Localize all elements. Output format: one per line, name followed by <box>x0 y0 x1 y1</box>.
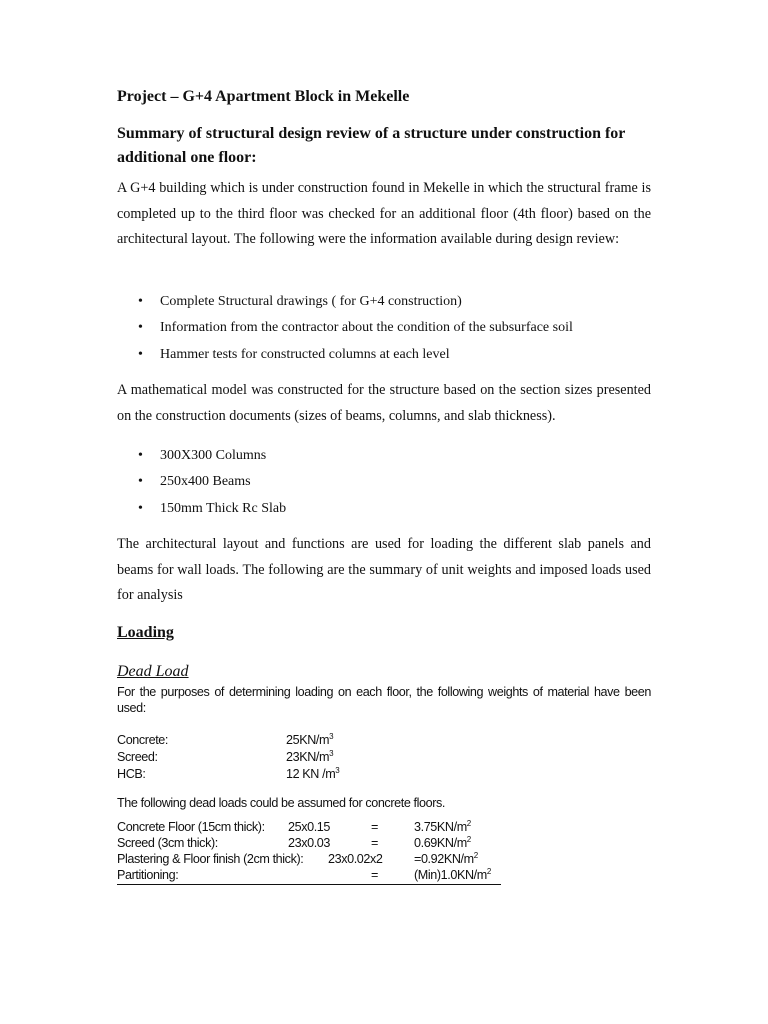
floor-load-row-partitioning: Partitioning: = $(Min)1.0KN/m^2$ <box>117 867 501 885</box>
summary-heading: Summary of structural design review of a structure under construction for additional one floor: <box>117 125 626 166</box>
layout-paragraph: The architectural layout and functions are used for loading the different slab panels and beams for wall loads. The following are the summary of unit weights and imposed loads used for analysis <box>117 536 651 604</box>
bullet-icon: • <box>138 448 143 463</box>
bullet-icon: • <box>138 474 143 490</box>
bullet-item: • Complete Structural drawings ( for G+4 construction) <box>138 292 573 318</box>
section-bullet-list <box>138 446 286 525</box>
floor-load-intro: The following dead loads could be assumed for concrete floors. <box>117 796 446 810</box>
dead-load-heading: Dead Load <box>117 663 189 680</box>
bullet-item: • 300X300 Columns <box>138 446 286 472</box>
material-row-hcb: HCB: 12 KN $/m^3$ <box>117 766 340 781</box>
bullet-item: • 250x400 Beams <box>138 472 286 498</box>
floor-load-row-concrete: Concrete Floor (15cm thick): 25x0.15 = $3.75KN/m^2$ <box>117 819 471 834</box>
bullet-item: • Information from the contractor about the condition of the subsurface soil <box>138 318 573 344</box>
floor-load-row-screed: Screed (3cm thick): 23x0.03 = $0.69KN/m^2$ <box>117 835 471 850</box>
bullet-icon: • <box>138 500 143 516</box>
project-title: Project – G+4 Apartment Block in Mekelle <box>117 88 410 105</box>
material-row-screed: Screed: $23KN/m^3$ <box>117 749 334 764</box>
bullet-icon: • <box>138 320 143 336</box>
floor-load-row-plastering: Plastering & Floor finish (2cm thick): 23x0.02x2 $=0.92KN/m^2$ <box>117 851 478 866</box>
bullet-item: • 150mm Thick Rc Slab <box>138 499 286 525</box>
material-row-concrete: Concrete: $25KN/m^3$ <box>117 732 334 747</box>
intro-paragraph: A G+4 building which is under construction found in Mekelle in which the structural frame is completed up to the third floor was checked for an additional floor (4th floor) based on the architectural layout. The following were the information available during design review: <box>117 180 651 248</box>
model-paragraph: A mathematical model was constructed for the structure based on the section sizes presented on the construction documents (sizes of beams, columns, and slab thickness). <box>117 382 651 424</box>
loading-heading: Loading <box>117 624 174 641</box>
bullet-item: • Hammer tests for constructed columns at each level <box>138 345 573 371</box>
info-bullet-list <box>138 292 573 371</box>
dead-load-intro: For the purposes of determining loading on each floor, the following weights of material have been used: <box>117 685 651 715</box>
bullet-icon: • <box>138 294 143 309</box>
bullet-icon: • <box>138 346 143 362</box>
